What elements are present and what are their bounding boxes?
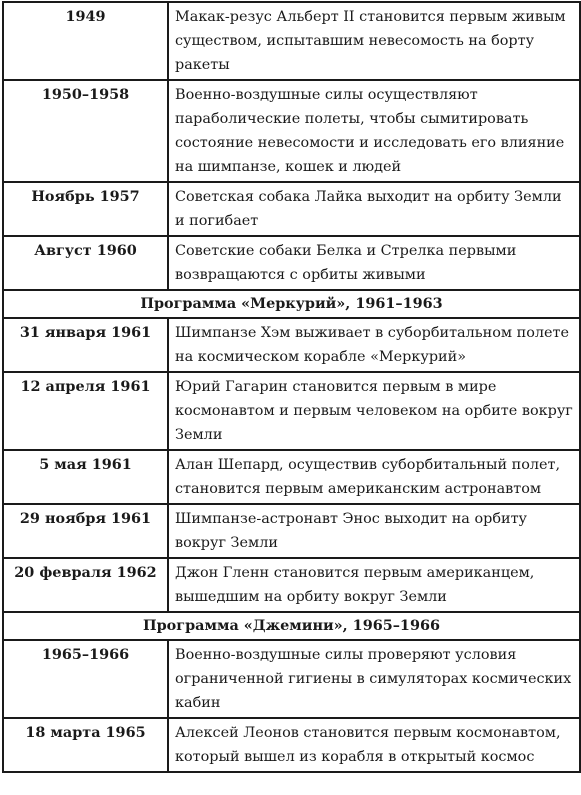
event-date: 20 февраля 1962 (3, 558, 168, 612)
table-row (3, 80, 580, 182)
event-date: 1950–1958 (3, 80, 168, 182)
table-row (3, 504, 580, 558)
table-row (3, 450, 580, 504)
event-description: Шимпанзе Хэм выживает в суборбитальном полете на космическом корабле «Меркурий» (168, 318, 580, 372)
event-date: 18 марта 1965 (3, 718, 168, 772)
event-description: Военно-воздушные силы осуществляют параболические полеты, чтобы сымитировать состояние невесомости и исследовать его влияние на шимпанзе, кошек и людей (168, 80, 580, 182)
table-row (3, 236, 580, 290)
event-description: Джон Гленн становится первым американцем, вышедшим на орбиту вокруг Земли (168, 558, 580, 612)
table-row (3, 372, 580, 450)
event-date: 1965–1966 (3, 640, 168, 718)
section-row (3, 612, 580, 640)
event-date: 29 ноября 1961 (3, 504, 168, 558)
event-description: Алан Шепард, осуществив суборбитальный полет, становится первым американским астронавтом (168, 450, 580, 504)
event-date: 31 января 1961 (3, 318, 168, 372)
timeline-table (2, 1, 581, 773)
event-date: 12 апреля 1961 (3, 372, 168, 450)
event-description: Шимпанзе-астронавт Энос выходит на орбиту вокруг Земли (168, 504, 580, 558)
event-date: 1949 (3, 2, 168, 80)
event-description: Макак-резус Альберт II становится первым живым существом, испытавшим невесомость на борту ракеты (168, 2, 580, 80)
event-date: 5 мая 1961 (3, 450, 168, 504)
event-description: Алексей Леонов становится первым космонавтом, который вышел из корабля в открытый космос (168, 718, 580, 772)
section-row (3, 290, 580, 318)
table-row (3, 640, 580, 718)
event-description: Военно-воздушные силы проверяют условия ограниченной гигиены в симуляторах космических кабин (168, 640, 580, 718)
section-heading: Программа «Джемини», 1965–1966 (3, 612, 580, 640)
table-row (3, 718, 580, 772)
event-description: Советская собака Лайка выходит на орбиту Земли и погибает (168, 182, 580, 236)
event-date: Ноябрь 1957 (3, 182, 168, 236)
event-date: Август 1960 (3, 236, 168, 290)
event-description: Советские собаки Белка и Стрелка первыми возвращаются с орбиты живыми (168, 236, 580, 290)
table-row (3, 558, 580, 612)
table-row (3, 2, 580, 80)
event-description: Юрий Гагарин становится первым в мире космонавтом и первым человеком на орбите вокруг Земли (168, 372, 580, 450)
table-row (3, 318, 580, 372)
section-heading: Программа «Меркурий», 1961–1963 (3, 290, 580, 318)
table-row (3, 182, 580, 236)
